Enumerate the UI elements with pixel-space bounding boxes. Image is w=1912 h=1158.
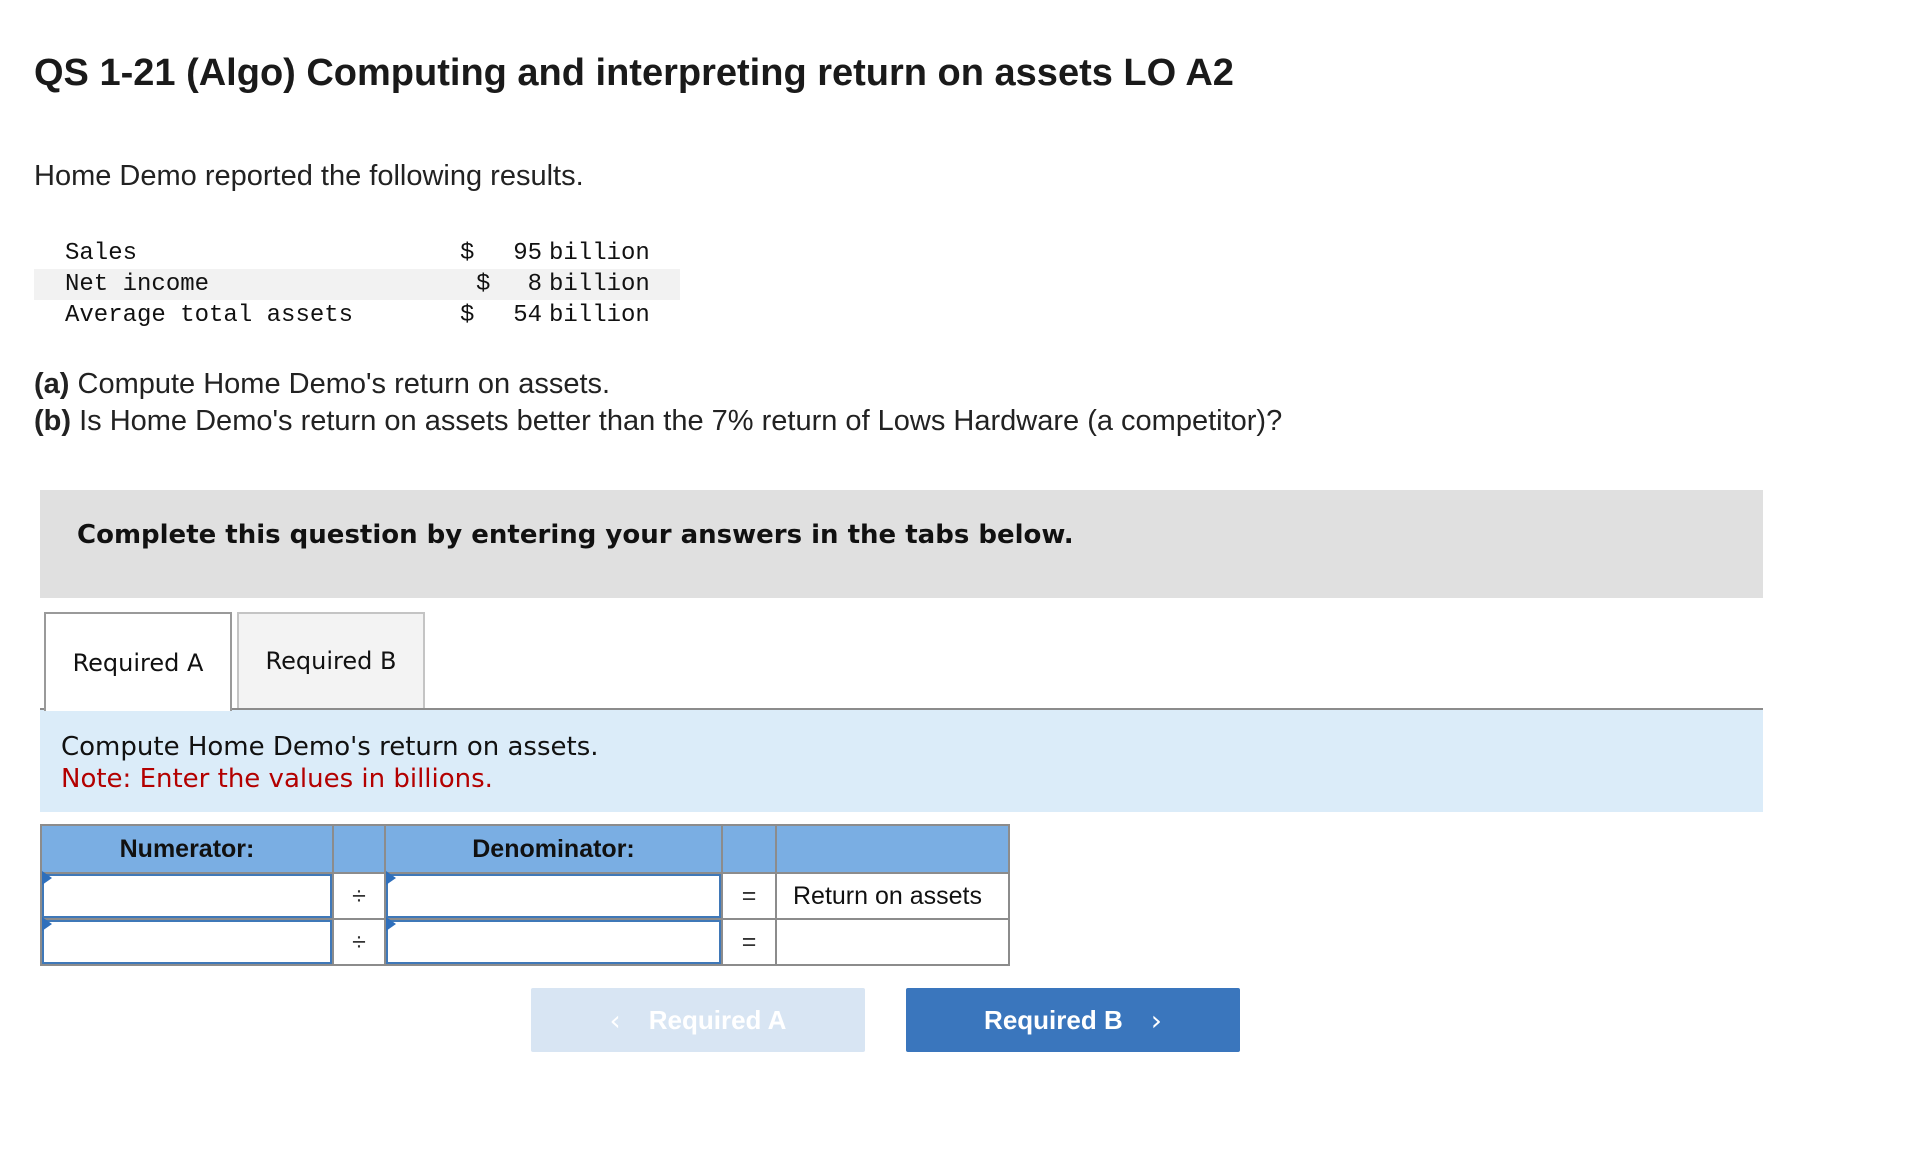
answer-header-row	[41, 825, 1009, 873]
previous-button-label: Required A	[648, 1004, 787, 1035]
tab-required-a[interactable]	[44, 612, 232, 711]
result-header	[776, 825, 1009, 873]
divide-header	[333, 825, 385, 873]
question-b-prefix: (b)	[34, 405, 72, 437]
input-flag-icon	[386, 917, 396, 931]
divide-symbol: ÷	[333, 873, 385, 919]
financial-label: Net income	[34, 269, 460, 300]
intro-text: Home Demo reported the following results.	[34, 160, 584, 192]
denominator-header: Denominator:	[385, 825, 722, 873]
financial-amount: 54	[513, 302, 542, 329]
tab-instructions	[40, 710, 1763, 812]
question-a-prefix: (a)	[34, 368, 70, 400]
instruction-note: Note: Enter the values in billions.	[61, 764, 493, 794]
next-button[interactable]	[906, 988, 1240, 1052]
denominator-input[interactable]	[386, 920, 721, 964]
equals-symbol: =	[722, 873, 776, 919]
next-button-label: Required B	[984, 1004, 1123, 1035]
input-flag-icon	[42, 917, 52, 931]
financial-currency: $	[460, 302, 475, 329]
equals-header	[722, 825, 776, 873]
chevron-left-icon: ‹	[609, 1003, 621, 1037]
answer-row	[41, 919, 1009, 965]
input-flag-icon	[386, 871, 396, 885]
question-b-text: Is Home Demo's return on assets better than the 7% return of Lows Hardware (a competitor)?	[71, 405, 1283, 437]
numerator-input[interactable]	[42, 920, 332, 964]
numerator-cell	[41, 873, 333, 919]
instruction-text: Compute Home Demo's return on assets.	[61, 732, 599, 762]
financial-currency: $	[460, 240, 475, 267]
financial-unit: billion	[549, 240, 650, 267]
financial-label: Average total assets	[65, 302, 354, 329]
financial-results-table	[34, 238, 680, 331]
denominator-cell	[385, 919, 722, 965]
financial-label: Sales	[65, 240, 138, 267]
previous-button[interactable]	[531, 988, 865, 1052]
question-a-text: Compute Home Demo's return on assets.	[69, 368, 611, 400]
financial-unit: billion	[549, 302, 650, 329]
financial-row-net-income	[34, 269, 680, 300]
instructions-banner	[40, 490, 1763, 598]
answer-row	[41, 873, 1009, 919]
divide-symbol: ÷	[333, 919, 385, 965]
chevron-right-icon: ›	[1150, 1003, 1162, 1037]
financial-amount: 8	[512, 269, 549, 300]
financial-amount: 95	[513, 240, 542, 267]
numerator-input[interactable]	[42, 874, 332, 918]
financial-currency: $	[460, 269, 512, 300]
return-on-assets-table	[40, 824, 1010, 966]
financial-row-sales	[34, 238, 680, 269]
numerator-cell	[41, 919, 333, 965]
banner-text: Complete this question by entering your answers in the tabs below.	[77, 520, 1074, 550]
tab-required-b[interactable]	[237, 612, 425, 708]
tab-label: Required A	[72, 648, 204, 677]
page-title: QS 1-21 (Algo) Computing and interpreting return on assets LO A2	[34, 52, 1234, 94]
result-label: Return on assets	[776, 873, 1009, 919]
financial-unit: billion	[549, 269, 680, 300]
result-value	[776, 919, 1009, 965]
equals-symbol: =	[722, 919, 776, 965]
numerator-header: Numerator:	[41, 825, 333, 873]
denominator-cell	[385, 873, 722, 919]
financial-row-average-total-assets	[34, 300, 680, 331]
question-parts	[34, 366, 1282, 440]
input-flag-icon	[42, 871, 52, 885]
denominator-input[interactable]	[386, 874, 721, 918]
tab-label: Required B	[265, 647, 397, 675]
question-b	[34, 403, 1282, 440]
question-a	[34, 366, 1282, 403]
